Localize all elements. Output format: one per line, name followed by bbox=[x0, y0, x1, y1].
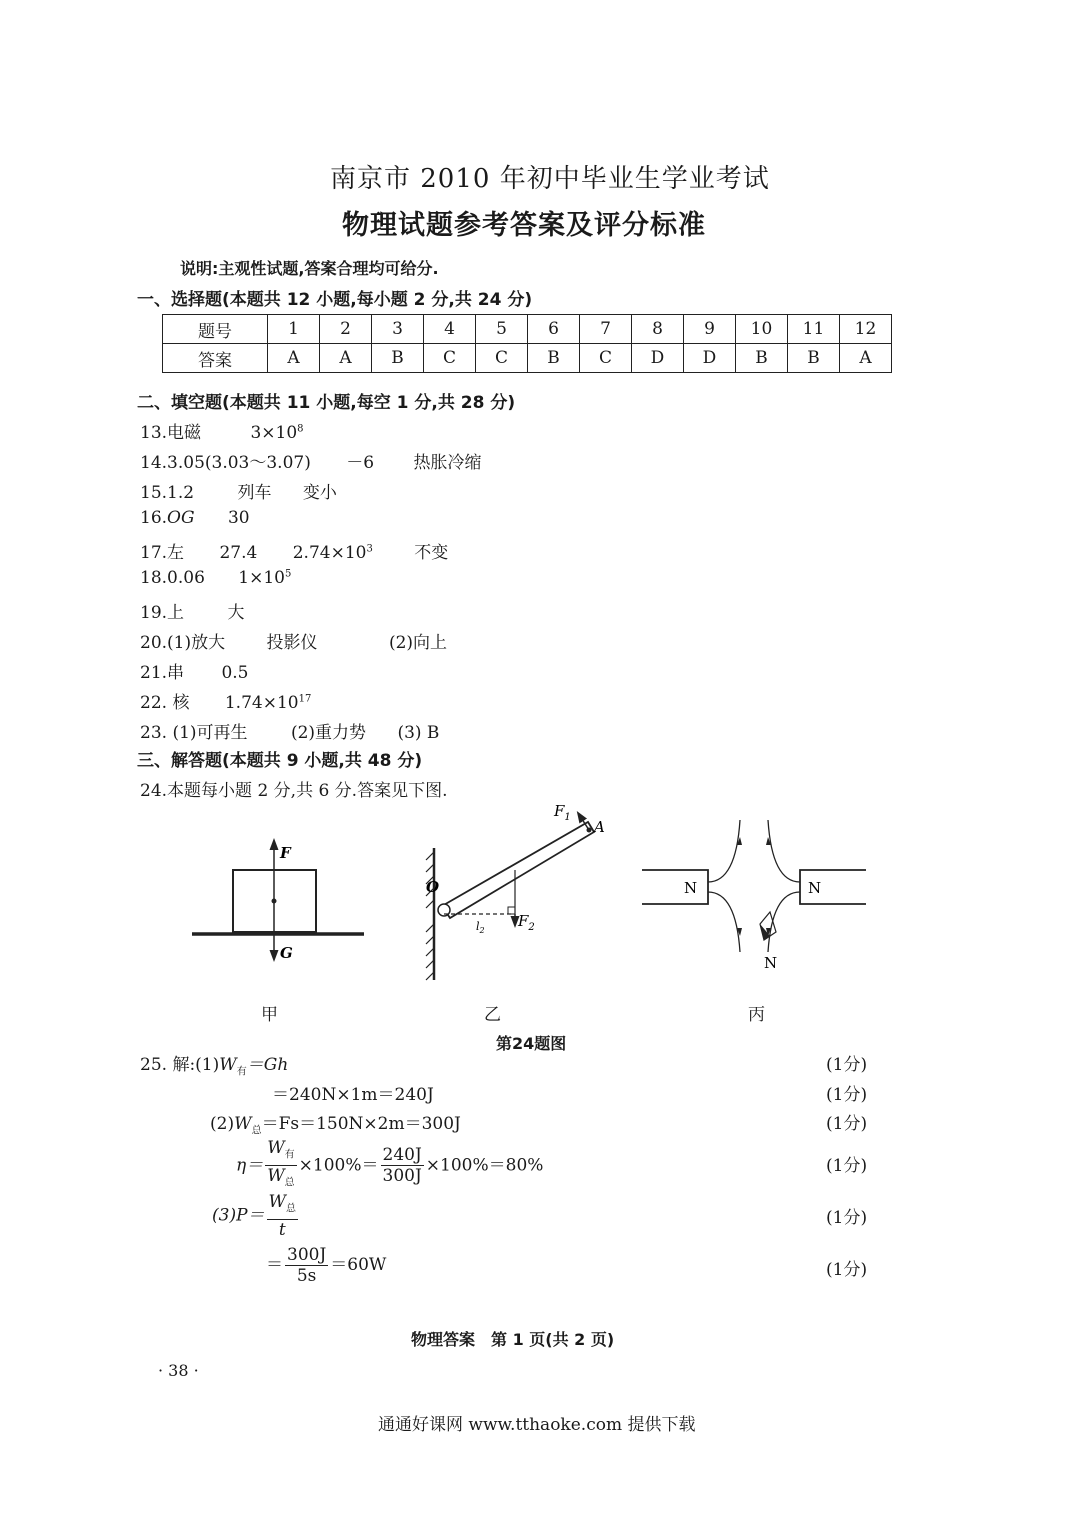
answer-part: (2)重力势 bbox=[290, 723, 367, 743]
table-cell: D bbox=[632, 344, 684, 373]
symbol-t: t bbox=[278, 1220, 286, 1241]
symbol-W: W bbox=[267, 1138, 285, 1158]
table-cell: 1 bbox=[268, 315, 320, 344]
answer-24: 24.本题每小题 2 分,共 6 分.答案见下图. bbox=[140, 781, 448, 801]
label-A: A bbox=[594, 818, 605, 836]
denominator: 5s bbox=[296, 1266, 317, 1286]
exponent: 5 bbox=[285, 568, 292, 580]
solution-part: ×100%＝80% bbox=[425, 1155, 544, 1176]
answer-table bbox=[162, 314, 892, 373]
table-row bbox=[163, 344, 892, 373]
score-label: (1分) bbox=[826, 1156, 868, 1176]
subscript: 有 bbox=[284, 1149, 295, 1161]
answer-part: －6 bbox=[346, 453, 375, 473]
answer-part: 17.左 bbox=[140, 543, 185, 563]
label-N-right: N bbox=[808, 879, 822, 897]
symbol-W: W bbox=[268, 1192, 287, 1212]
answer-part: 1.74×10 bbox=[224, 693, 299, 713]
answer-part: 大 bbox=[227, 603, 245, 623]
label-F2: $F_2$ bbox=[518, 912, 535, 933]
symbol-W: W bbox=[234, 1114, 252, 1134]
field-line bbox=[768, 820, 800, 882]
score-label: (1分) bbox=[826, 1114, 868, 1134]
score-label: (1分) bbox=[826, 1085, 868, 1105]
magnet-left bbox=[642, 870, 708, 904]
caption-jia: 甲 bbox=[261, 1005, 278, 1025]
diagram-bing bbox=[642, 820, 866, 972]
table-cell: B bbox=[372, 344, 424, 373]
caption-bing: 丙 bbox=[748, 1005, 765, 1025]
answer-part: 19.上 bbox=[140, 603, 185, 623]
answer-part: 20.(1)放大 bbox=[140, 633, 226, 653]
answer-part: 不变 bbox=[414, 543, 449, 563]
solution-part: ＝Gh bbox=[246, 1055, 289, 1075]
table-cell: 12 bbox=[840, 315, 892, 344]
section2-heading: 二、填空题(本题共 11 小题,每空 1 分,共 28 分) bbox=[137, 393, 516, 413]
answer-18 bbox=[140, 568, 291, 588]
diagram-jia bbox=[192, 844, 364, 962]
table-cell: 7 bbox=[580, 315, 632, 344]
answer-part: 2.74×10 bbox=[292, 543, 367, 563]
answer-part: 投影仪 bbox=[266, 633, 318, 653]
q25-line5 bbox=[212, 1192, 300, 1240]
answer-23 bbox=[140, 718, 439, 743]
symbol-W: W bbox=[267, 1166, 285, 1187]
answer-part: 14.3.05(3.03～3.07) bbox=[140, 453, 311, 473]
q25-line2: ＝240N×1m＝240J bbox=[272, 1085, 434, 1105]
answer-part: 热胀冷缩 bbox=[413, 453, 482, 473]
answer-part: 变小 bbox=[302, 483, 337, 503]
score-label: (1分) bbox=[826, 1055, 868, 1075]
answer-21 bbox=[140, 658, 249, 683]
answer-part: 列车 bbox=[237, 483, 272, 503]
table-cell: B bbox=[528, 344, 580, 373]
page-number: · 38 · bbox=[158, 1361, 199, 1380]
label-F: F bbox=[280, 844, 291, 862]
caption-yi: 乙 bbox=[484, 1005, 501, 1025]
table-cell: 3 bbox=[372, 315, 424, 344]
score-label: (1分) bbox=[826, 1260, 868, 1280]
q25-line4 bbox=[236, 1138, 543, 1194]
label-F1: $F_1$ bbox=[554, 802, 571, 823]
answer-part: 16. bbox=[140, 508, 168, 528]
answer-part: (2)向上 bbox=[388, 633, 448, 653]
denominator: 300J bbox=[382, 1166, 422, 1187]
page-footer: 物理答案 第 1 页(共 2 页) bbox=[411, 1330, 615, 1349]
label-l2: $l_2$ bbox=[476, 920, 485, 935]
lever-bar bbox=[442, 822, 594, 918]
q25-line3 bbox=[210, 1109, 461, 1136]
table-cell: A bbox=[840, 344, 892, 373]
answer-part: 18.0.06 bbox=[140, 568, 205, 588]
exponent: 17 bbox=[298, 693, 312, 705]
section1-heading: 一、选择题(本题共 12 小题,每小题 2 分,共 24 分) bbox=[137, 290, 533, 310]
subscript: 总 bbox=[251, 1125, 262, 1137]
section3-heading: 三、解答题(本题共 9 小题,共 48 分) bbox=[137, 751, 423, 771]
figure-24 bbox=[180, 800, 900, 1000]
score-label: (1分) bbox=[826, 1208, 868, 1228]
answer-part: 23. (1)可再生 bbox=[140, 723, 248, 743]
table-cell: C bbox=[580, 344, 632, 373]
table-cell: B bbox=[788, 344, 840, 373]
answer-15 bbox=[140, 478, 337, 503]
solution-part: η＝ bbox=[236, 1155, 264, 1176]
numerator: 240J bbox=[382, 1145, 422, 1166]
solution-part: (2) bbox=[210, 1114, 235, 1134]
table-cell: 题号 bbox=[163, 315, 268, 344]
answer-part: 27.4 bbox=[219, 543, 258, 563]
table-cell: 8 bbox=[632, 315, 684, 344]
table-cell: 11 bbox=[788, 315, 840, 344]
table-cell: B bbox=[736, 344, 788, 373]
symbol-W: W bbox=[219, 1055, 237, 1075]
table-cell: C bbox=[476, 344, 528, 373]
table-cell: 4 bbox=[424, 315, 476, 344]
table-cell: 5 bbox=[476, 315, 528, 344]
answer-17 bbox=[140, 538, 448, 563]
answer-19 bbox=[140, 598, 244, 623]
table-row bbox=[163, 315, 892, 344]
answer-part: (3) B bbox=[397, 723, 440, 743]
doc-subtitle: 物理试题参考答案及评分标准 bbox=[342, 210, 706, 241]
q25-line6 bbox=[266, 1245, 386, 1286]
table-cell: 10 bbox=[736, 315, 788, 344]
figure-caption: 第24题图 bbox=[496, 1034, 567, 1053]
solution-part: ＝ bbox=[266, 1255, 283, 1275]
answer-14 bbox=[140, 448, 482, 473]
answer-part: 3×10 bbox=[250, 423, 298, 443]
table-cell: C bbox=[424, 344, 476, 373]
label-O: O bbox=[426, 878, 440, 896]
exponent: 8 bbox=[297, 423, 304, 435]
answer-part: 30 bbox=[227, 508, 250, 528]
solution-part: ×100%＝ bbox=[298, 1155, 379, 1176]
exponent: 3 bbox=[366, 543, 373, 555]
answer-part: 21.串 bbox=[140, 663, 185, 683]
answer-22 bbox=[140, 688, 311, 713]
numerator: 300J bbox=[287, 1245, 327, 1265]
q25-line1 bbox=[140, 1050, 288, 1077]
answer-part: 15.1.2 bbox=[140, 483, 195, 503]
solution-part: 25. 解:(1) bbox=[140, 1055, 220, 1075]
fraction bbox=[285, 1245, 328, 1286]
answer-16 bbox=[140, 508, 250, 528]
label-N-left: N bbox=[684, 879, 698, 897]
label-N-needle: N bbox=[764, 954, 778, 972]
answer-part: 0.5 bbox=[221, 663, 249, 683]
subscript: 总 bbox=[286, 1203, 297, 1215]
source-line: 通通好课网 www.tthaoke.com 提供下载 bbox=[378, 1415, 696, 1435]
fraction bbox=[265, 1138, 296, 1194]
solution-part: ＝Fs＝150N×2m＝300J bbox=[261, 1114, 461, 1134]
table-cell: 2 bbox=[320, 315, 372, 344]
answer-part: 22. 核 bbox=[140, 693, 190, 713]
fraction bbox=[381, 1145, 424, 1186]
answer-13 bbox=[140, 418, 304, 443]
table-cell: 答案 bbox=[163, 344, 268, 373]
table-cell: 6 bbox=[528, 315, 580, 344]
exam-title: 南京市 2010 年初中毕业生学业考试 bbox=[330, 164, 770, 194]
answer-part: 1×10 bbox=[238, 568, 285, 588]
note: 说明:主观性试题,答案合理均可给分. bbox=[180, 259, 439, 278]
answer-part: OG bbox=[167, 508, 195, 528]
table-cell: 9 bbox=[684, 315, 736, 344]
solution-part: ＝60W bbox=[330, 1255, 387, 1275]
solution-part: (3)P＝ bbox=[212, 1205, 265, 1226]
subscript: 总 bbox=[284, 1177, 295, 1189]
table-cell: A bbox=[268, 344, 320, 373]
subscript: 有 bbox=[236, 1066, 247, 1078]
field-line bbox=[708, 892, 740, 952]
fraction bbox=[267, 1192, 298, 1240]
table-cell: D bbox=[684, 344, 736, 373]
answer-20 bbox=[140, 628, 447, 653]
center-point bbox=[272, 899, 277, 904]
diagram-yi bbox=[426, 802, 605, 980]
label-G: G bbox=[280, 944, 293, 962]
table-cell: A bbox=[320, 344, 372, 373]
field-line bbox=[708, 820, 740, 882]
answer-part: 13.电磁 bbox=[140, 423, 202, 443]
